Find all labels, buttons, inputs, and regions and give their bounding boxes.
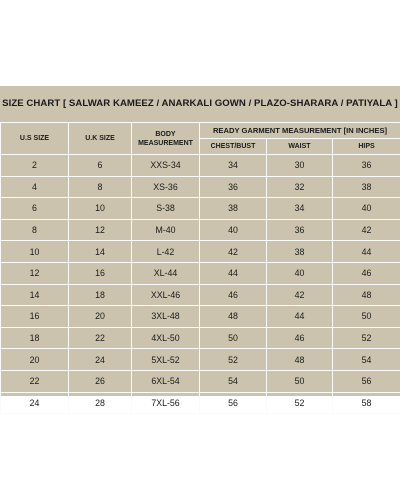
hips-cell: 56 <box>333 370 400 392</box>
size-table <box>0 122 400 414</box>
uk-size-cell: 8 <box>69 176 132 198</box>
waist-cell: 30 <box>267 155 333 177</box>
chest-bust-cell: 46 <box>200 284 267 306</box>
chest-bust-cell: 54 <box>200 370 267 392</box>
waist-cell: 52 <box>267 392 333 414</box>
table-row <box>1 306 400 328</box>
chest-bust-cell: 50 <box>200 327 267 349</box>
size-chart <box>0 86 400 408</box>
body-measurement-cell: XXL-46 <box>132 284 200 306</box>
ready-garment-header: READY GARMENT MEASUREMENT [IN INCHES] <box>200 123 400 139</box>
body-measurement-cell: M-40 <box>132 219 200 241</box>
chest-bust-cell: 34 <box>200 155 267 177</box>
uk-size-cell: 26 <box>69 370 132 392</box>
waist-cell: 48 <box>267 349 333 371</box>
body-measurement-cell: XL-44 <box>132 262 200 284</box>
chest-bust-cell: 44 <box>200 262 267 284</box>
body-measurement-cell: 4XL-50 <box>132 327 200 349</box>
chest-bust-cell: 40 <box>200 219 267 241</box>
uk-size-cell: 22 <box>69 327 132 349</box>
us-size-cell: 14 <box>1 284 69 306</box>
body-measurement-header: BODY MEASUREMENT <box>132 123 200 155</box>
hips-cell: 46 <box>333 262 400 284</box>
uk-size-cell: 24 <box>69 349 132 371</box>
table-row <box>1 198 400 220</box>
table-row <box>1 392 400 414</box>
table-row <box>1 155 400 177</box>
hips-cell: 48 <box>333 284 400 306</box>
us-size-cell: 18 <box>1 327 69 349</box>
table-row <box>1 370 400 392</box>
us-size-header: U.S SIZE <box>1 123 69 155</box>
body-measurement-cell: L-42 <box>132 241 200 263</box>
body-measurement-cell: S-38 <box>132 198 200 220</box>
us-size-cell: 6 <box>1 198 69 220</box>
uk-size-cell: 20 <box>69 306 132 328</box>
body-measurement-cell: 3XL-48 <box>132 306 200 328</box>
chest-bust-cell: 52 <box>200 349 267 371</box>
table-row <box>1 349 400 371</box>
body-measurement-cell: XS-36 <box>132 176 200 198</box>
waist-cell: 32 <box>267 176 333 198</box>
waist-cell: 40 <box>267 262 333 284</box>
hips-cell: 58 <box>333 392 400 414</box>
chest-bust-cell: 56 <box>200 392 267 414</box>
table-row <box>1 176 400 198</box>
table-row <box>1 219 400 241</box>
body-measurement-cell: 7XL-56 <box>132 392 200 414</box>
us-size-cell: 2 <box>1 155 69 177</box>
hips-cell: 50 <box>333 306 400 328</box>
us-size-cell: 10 <box>1 241 69 263</box>
chest-bust-cell: 38 <box>200 198 267 220</box>
body-measurement-cell: XXS-34 <box>132 155 200 177</box>
body-measurement-cell: 6XL-54 <box>132 370 200 392</box>
us-size-cell: 24 <box>1 392 69 414</box>
us-size-cell: 20 <box>1 349 69 371</box>
uk-size-cell: 12 <box>69 219 132 241</box>
hips-cell: 54 <box>333 349 400 371</box>
chest-bust-header: CHEST/BUST <box>200 139 267 155</box>
uk-size-cell: 6 <box>69 155 132 177</box>
table-row <box>1 284 400 306</box>
us-size-cell: 12 <box>1 262 69 284</box>
chest-bust-cell: 36 <box>200 176 267 198</box>
uk-size-cell: 10 <box>69 198 132 220</box>
chest-bust-cell: 48 <box>200 306 267 328</box>
uk-size-cell: 28 <box>69 392 132 414</box>
hips-cell: 40 <box>333 198 400 220</box>
waist-cell: 36 <box>267 219 333 241</box>
waist-cell: 38 <box>267 241 333 263</box>
hips-header: HIPS <box>333 139 400 155</box>
table-row <box>1 241 400 263</box>
hips-cell: 44 <box>333 241 400 263</box>
us-size-cell: 22 <box>1 370 69 392</box>
waist-cell: 42 <box>267 284 333 306</box>
waist-cell: 34 <box>267 198 333 220</box>
hips-cell: 52 <box>333 327 400 349</box>
table-row <box>1 262 400 284</box>
chart-title: SIZE CHART [ SALWAR KAMEEZ / ANARKALI GOWN / PLAZO-SHARARA / PATIYALA ] <box>2 98 398 109</box>
waist-header: WAIST <box>267 139 333 155</box>
uk-size-cell: 18 <box>69 284 132 306</box>
us-size-cell: 8 <box>1 219 69 241</box>
table-row <box>1 327 400 349</box>
size-table-body <box>1 155 400 414</box>
us-size-cell: 4 <box>1 176 69 198</box>
uk-size-cell: 14 <box>69 241 132 263</box>
waist-cell: 44 <box>267 306 333 328</box>
hips-cell: 36 <box>333 155 400 177</box>
waist-cell: 50 <box>267 370 333 392</box>
uk-size-cell: 16 <box>69 262 132 284</box>
waist-cell: 46 <box>267 327 333 349</box>
hips-cell: 38 <box>333 176 400 198</box>
hips-cell: 42 <box>333 219 400 241</box>
us-size-cell: 16 <box>1 306 69 328</box>
body-measurement-cell: 5XL-52 <box>132 349 200 371</box>
chest-bust-cell: 42 <box>200 241 267 263</box>
uk-size-header: U.K SIZE <box>69 123 132 155</box>
